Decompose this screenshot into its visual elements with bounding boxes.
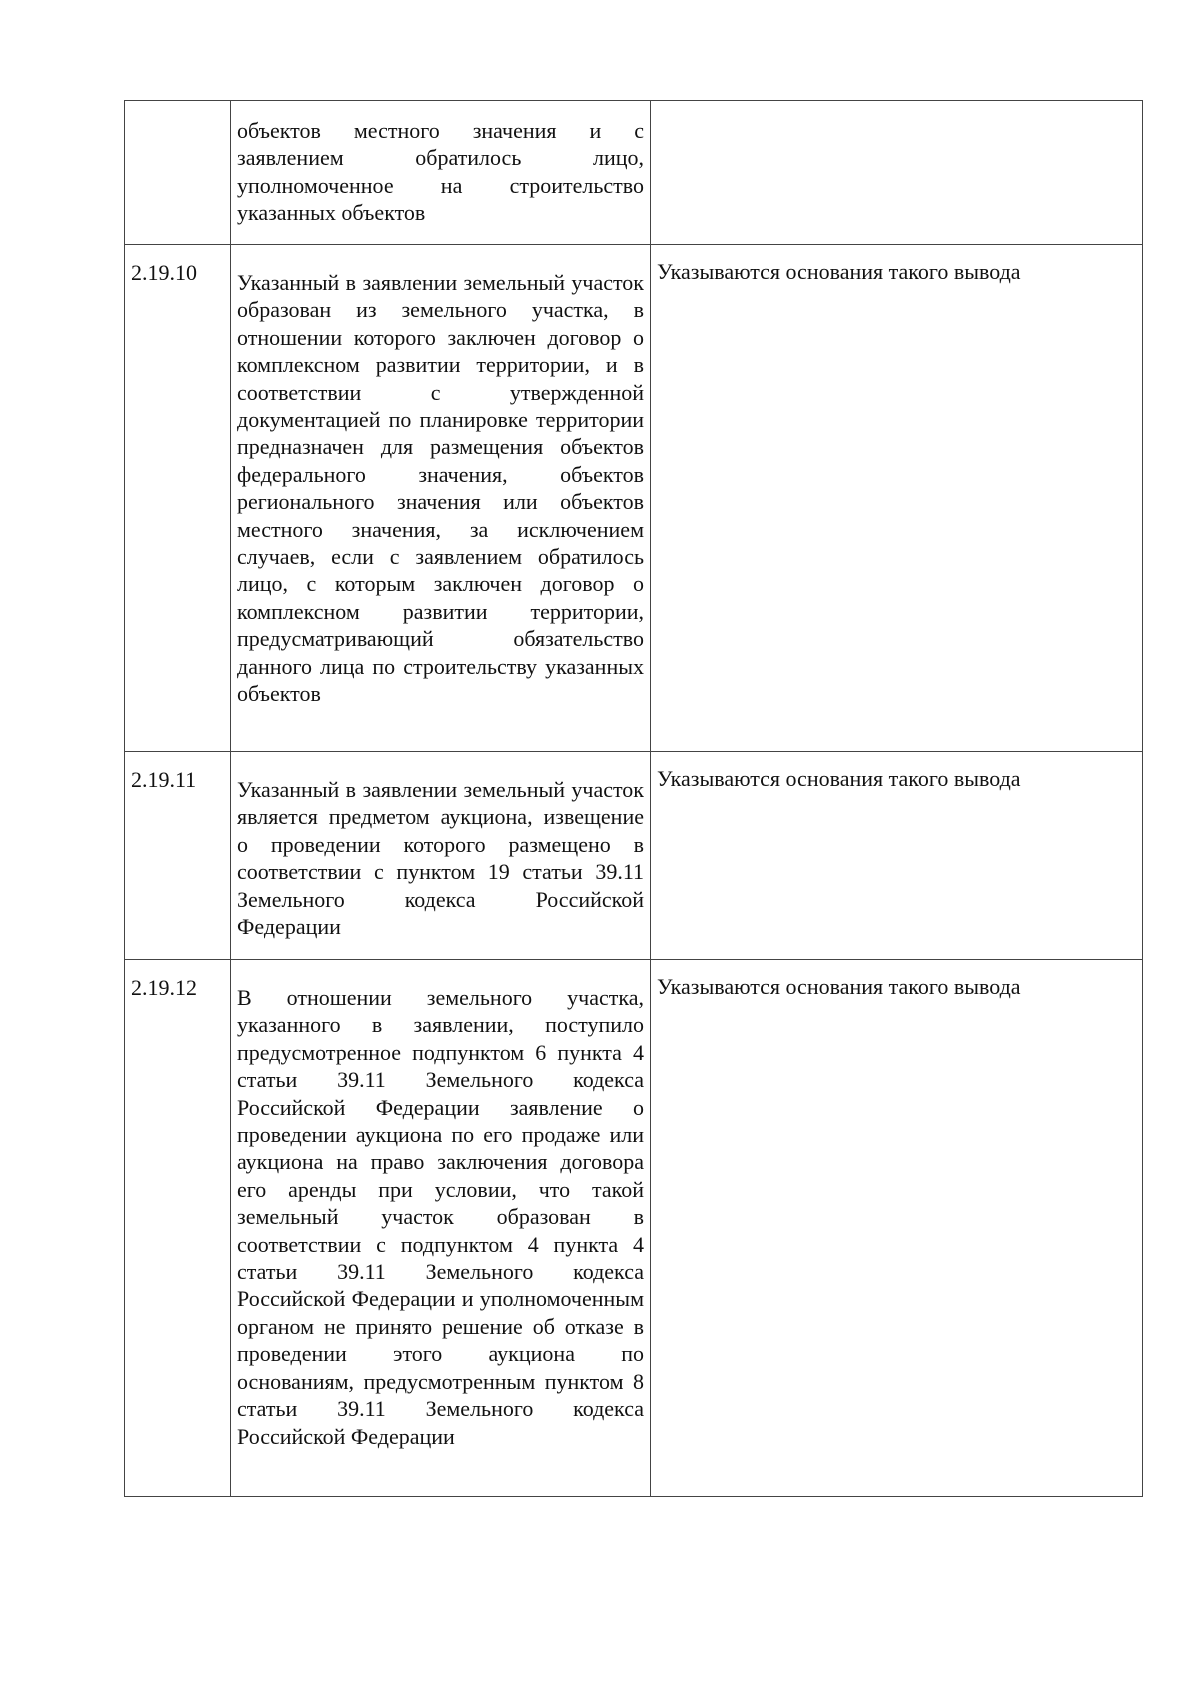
- row-note: Указываются основания такого вывода: [657, 974, 1021, 999]
- row-text-cell: [231, 752, 651, 960]
- row-number-cell: [125, 101, 231, 245]
- table-row: [125, 960, 1143, 1497]
- row-note: Указываются основания такого вывода: [657, 259, 1021, 284]
- table-row: [125, 245, 1143, 752]
- row-text-cell: [231, 101, 651, 245]
- row-text-cell: [231, 245, 651, 752]
- criteria-table: [124, 100, 1143, 1497]
- row-number-cell: [125, 960, 231, 1497]
- row-text: В отношении земельного участка, указанного в заявлении, поступило предусмотренное подпунктом 6 пункта 4 статьи 39.11 Земельного кодекса Российской Федерации заявление о проведении аукциона по его продаже или аукциона на право заключения договора его аренды при условии, что такой земельный участок образован в соответствии с подпунктом 4 пункта 4 статьи 39.11 Земельного кодекса Российской Федерации и уполномоченным органом не принято решение об отказе в проведении этого аукциона по основаниям, предусмотренным пунктом 8 статьи 39.11 Земельного кодекса Российской Федерации: [237, 985, 644, 1449]
- row-note-cell: [651, 245, 1143, 752]
- row-number: 2.19.11: [131, 767, 197, 792]
- row-number-cell: [125, 245, 231, 752]
- row-text: Указанный в заявлении земельный участок является предметом аукциона, извещение о проведении которого размещено в соответствии с пунктом 19 статьи 39.11 Земельного кодекса Российской Федерации: [237, 777, 644, 940]
- row-note-cell: [651, 752, 1143, 960]
- row-note: Указываются основания такого вывода: [657, 766, 1021, 791]
- row-number: 2.19.12: [131, 975, 197, 1000]
- row-note-cell: [651, 960, 1143, 1497]
- row-number: 2.19.10: [131, 260, 197, 285]
- table-row: [125, 752, 1143, 960]
- row-text: Указанный в заявлении земельный участок образован из земельного участка, в отношении которого заключен договор о комплексном развитии территории, и в соответствии с утвержденной документацией по планировке территории предназначен для размещения объектов федерального значения, объектов регионального значения или объектов местного значения, за исключением случаев, если с заявлением обратилось лицо, с которым заключен договор о комплексном развитии территории, предусматривающий обязательство данного лица по строительству указанных объектов: [237, 270, 644, 707]
- row-text: объектов местного значения и с заявлением обратилось лицо, уполномоченное на строительство указанных объектов: [237, 118, 644, 226]
- row-text-cell: [231, 960, 651, 1497]
- row-number: [125, 101, 230, 115]
- row-note: [651, 101, 1142, 114]
- row-note-cell: [651, 101, 1143, 245]
- row-number-cell: [125, 752, 231, 960]
- table-row: [125, 101, 1143, 245]
